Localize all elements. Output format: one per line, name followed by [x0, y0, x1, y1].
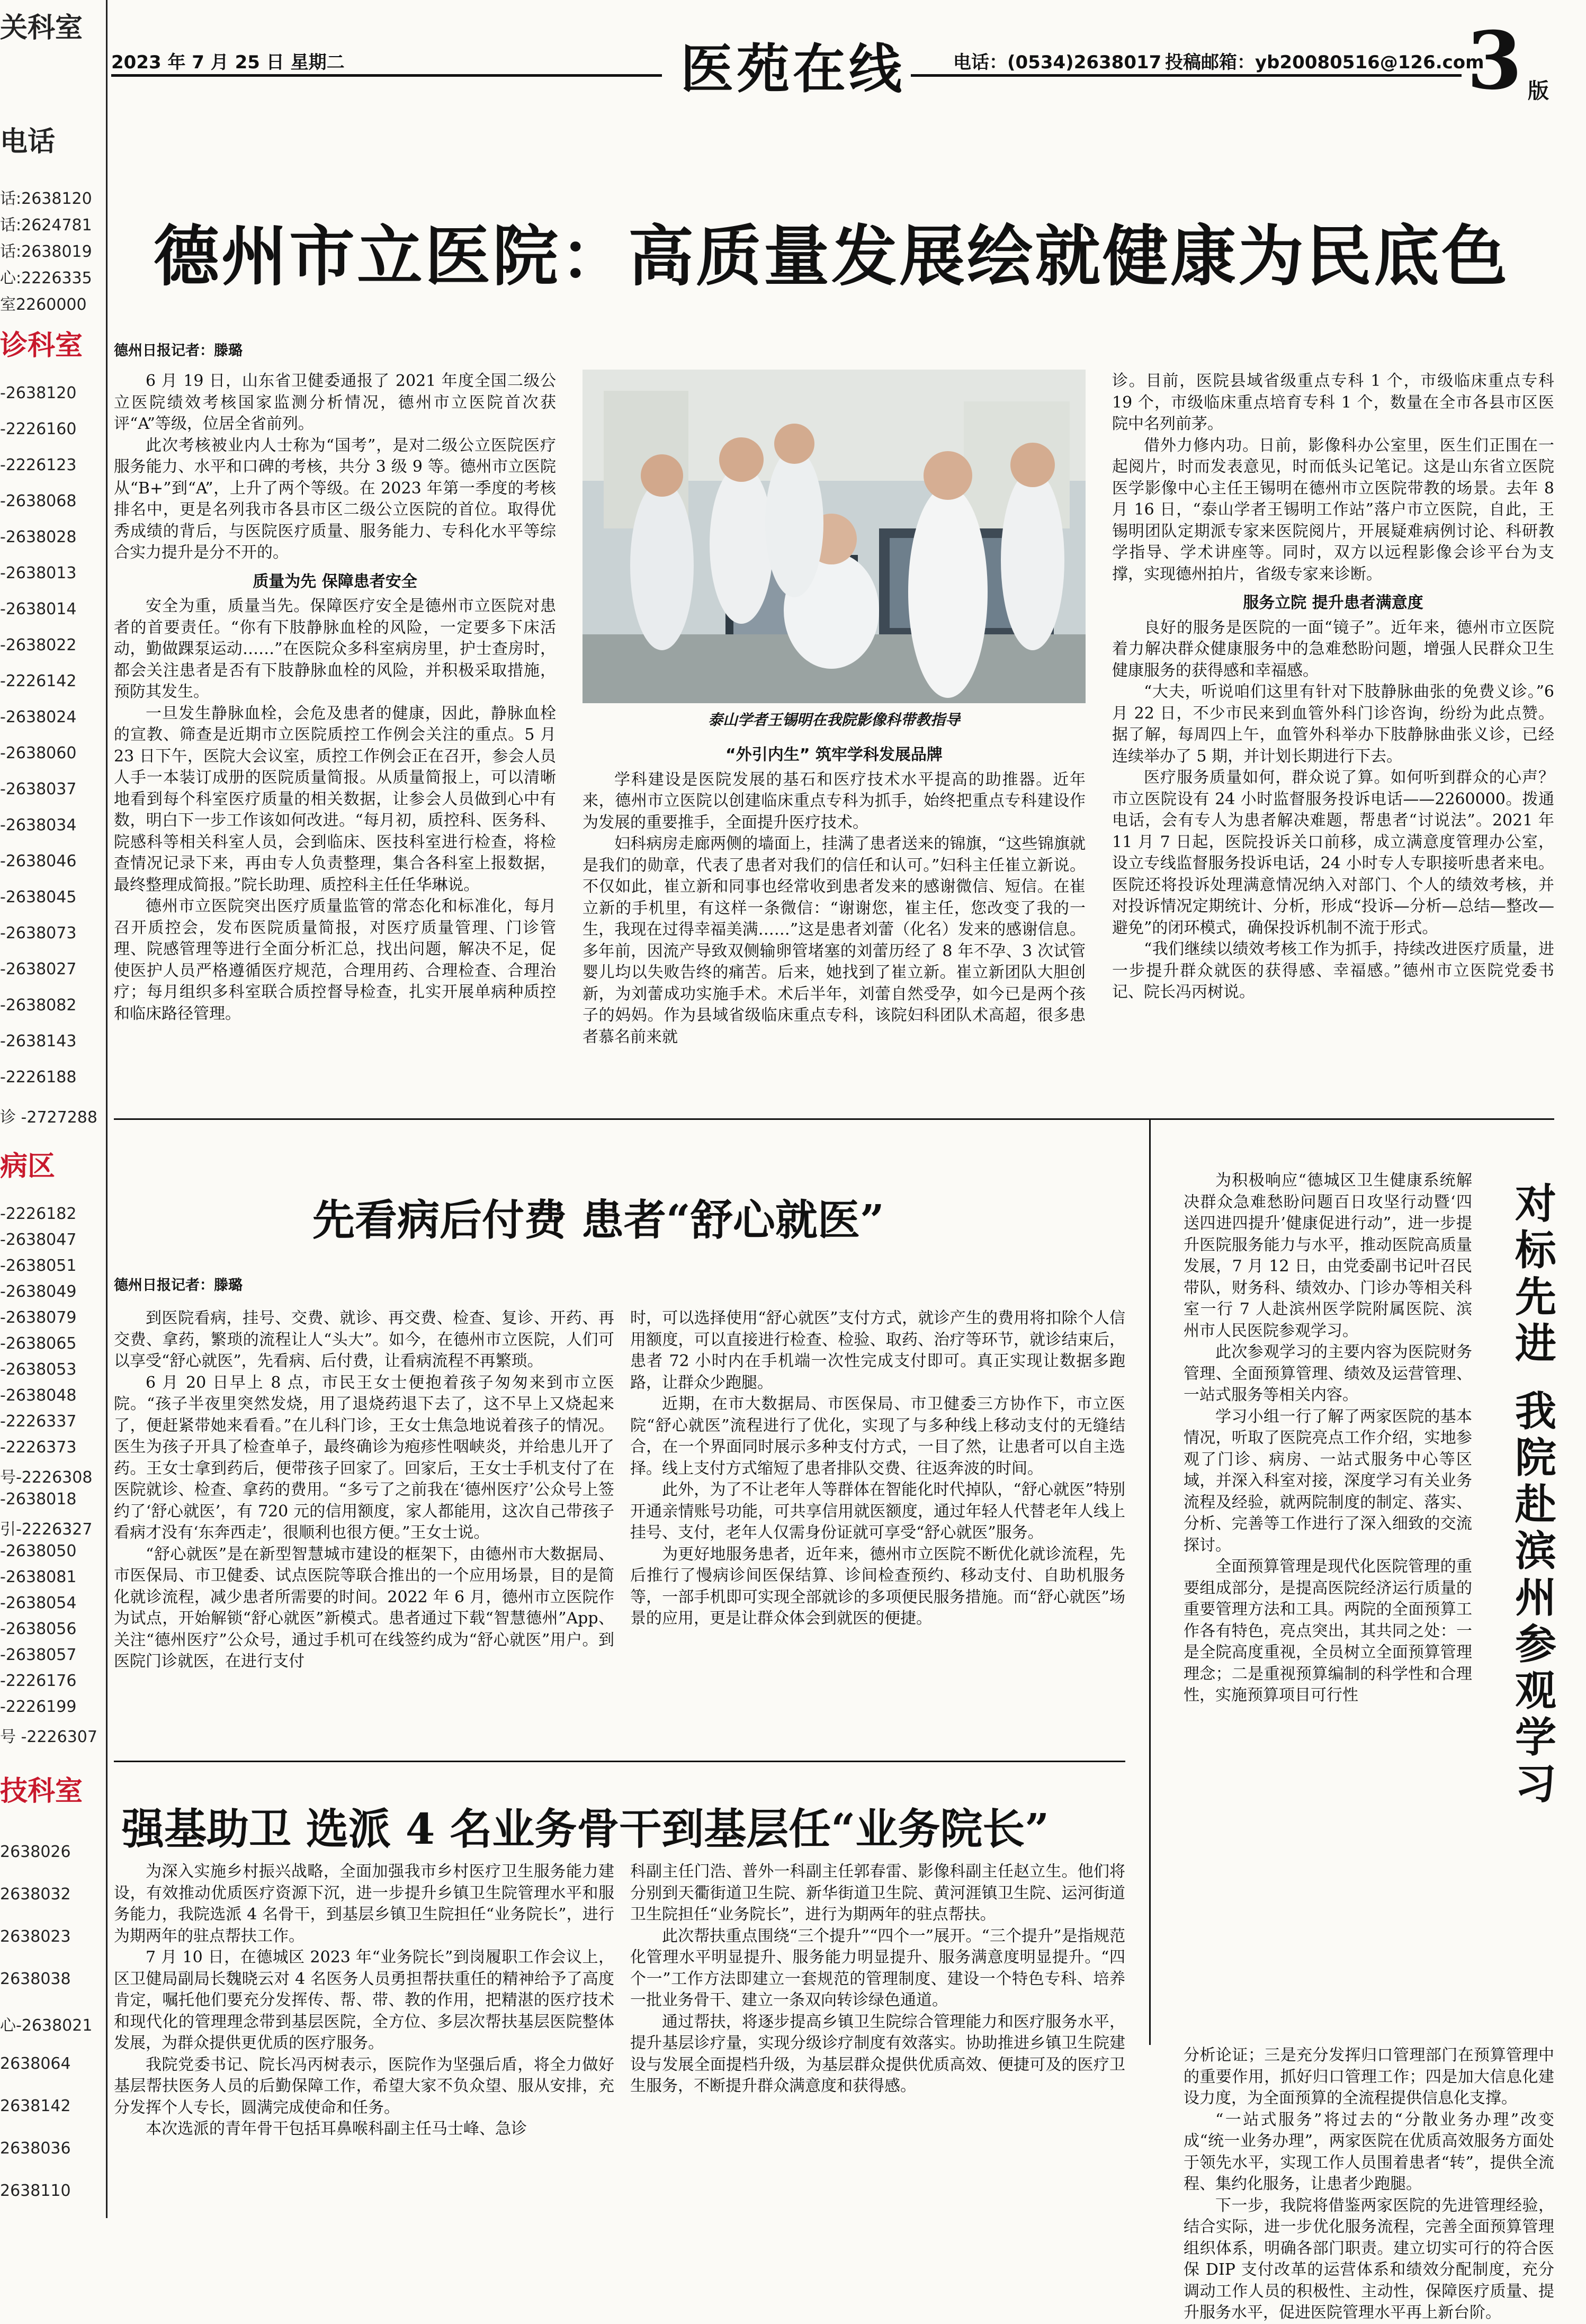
section-divider: [114, 1118, 1554, 1120]
directory-entry: -2226160: [0, 420, 77, 438]
paragraph: 近期，在市大数据局、市医保局、市卫健委三方协作下，市立医院“舒心就医”流程进行了优化，实现了与多种线上移动支付的无缝结合，在一个界面同时展示多种支付方式，一目了然，让患者可以自主选择。线上支付方式缩短了患者排队交费、往返奔波的时间。: [630, 1395, 1125, 1478]
directory-entry: -2226337: [0, 1412, 77, 1431]
paragraph: 妇科病房走廊两侧的墙面上，挂满了患者送来的锦旗，“这些锦旗就是我们的勋章，代表了患者对我们的信任和认可。”妇科主任崔立新说。不仅如此，崔立新和同事也经常收到患者发来的感谢微信、短信。在崔立新的手机里，有这样一条微信：“谢谢您，崔主任，您改变了我的一生，我现在过得幸福美满……”这是患者刘蕾（化名）发来的感谢信息。多年前，因流产导致双侧输卵管堵塞的刘蕾历经了 8 年不孕、3 次试管婴儿均以失败告终的痛苦。后来，她找到了崔立新。崔立新团队大胆创新，为刘蕾成功实施手术。术后半年，刘蕾自然受孕，如今已是两个孩子的妈妈。作为县域省级临床重点专科，该院妇科团队术高超，很多患者慕名前来就: [583, 835, 1086, 1046]
directory-entry: 引-2226327: [0, 1520, 93, 1539]
directory-entry: 2638064: [0, 2054, 71, 2073]
paragraph: 全面预算管理是现代化医院管理的重要组成部分，是提高医院经济运行质量的重要管理方法和工具。两院的全面预算工作各有特色，亮点突出，其共同之处：一是全院高度重视，全员树立全面预算管理理念；二是重视预算编制的科学性和合理性，实施预算项目可行性: [1184, 1557, 1472, 1704]
directory-entry: 话:2624781: [0, 216, 92, 235]
paragraph: 7 月 10 日，在德城区 2023 年“业务院长”到岗履职工作会议上，区卫健局副局长魏晓云对 4 名医务人员勇担帮扶重任的精神给予了高度肯定，嘱托他们要充分发挥传、帮、带、教的作用，把精湛的医疗技术和现代化的管理理念带到基层医院，全方位、多层次帮扶基层医院整体发展，为群众提供更优质的医疗服务。: [114, 1948, 614, 2052]
directory-entry: 心-2638021: [0, 2016, 93, 2035]
paragraph: 6 月 19 日，山东省卫健委通报了 2021 年度全国二级公立医院绩效考核国家监测分析情况，德州市立医院首次获评“A”等级，位居全省前列。: [114, 372, 556, 433]
directory-entry: -2638013: [0, 564, 77, 582]
directory-entry: -2638034: [0, 816, 77, 835]
directory-title-2: 电话: [0, 125, 56, 158]
news-photo: [583, 370, 1086, 703]
directory-entry: 号 -2226307: [0, 1728, 97, 1746]
directory-entry: -2638065: [0, 1334, 77, 1353]
directory-entry: -2638051: [0, 1257, 77, 1275]
paragraph: 本次选派的青年骨干包括耳鼻喉科副主任马士峰、急诊: [146, 2120, 527, 2138]
paragraph: 此外，为了不让老年人等群体在智能化时代掉队，“舒心就医”特别开通亲情账号功能，可共享信用就医额度，通过年轻人代替老年人线上挂号、支付，老年人仅需身份证就可享受“舒心就医”服务。: [630, 1480, 1125, 1542]
directory-entry: 2638036: [0, 2139, 71, 2158]
directory-entry: 诊 -2727288: [0, 1108, 97, 1127]
directory-entry: -2226188: [0, 1068, 77, 1087]
directory-entry: -2638014: [0, 600, 77, 618]
article-column: [1184, 2045, 1554, 2322]
vertical-headline-line1: [1509, 1181, 1562, 1367]
paragraph: “一站式服务”将过去的“分散业务办理”改变成“统一业务办理”，两家医院在优质高效服务方面处于领先水平，实现工作人员围着患者“转”，提供全流程、集约化服务，让患者少跑腿。: [1184, 2110, 1554, 2193]
directory-entry: -2638082: [0, 996, 77, 1015]
paragraph: 此次参观学习的主要内容为医院财务管理、全面预算管理、绩效及运营管理、一站式服务等相关内容。: [1184, 1343, 1472, 1404]
section-subheading: 质量为先 保障患者安全: [253, 572, 417, 591]
paragraph: 一旦发生静脉血栓，会危及患者的健康，因此，静脉血栓的宣教、筛查是近期市立医院质控工作例会关注的重点。5 月 23 日下午，医院大会议室，质控工作例会正在召开，参会人员人手一本装订成册的医院质量简报。从质量简报上，可以清晰地看到每个科室医疗质量的相关数据，让参会人员做到心中有数，明白下一步工作该如何改进。“每月初，质控科、医务科、院感科等相关科室人员，会到临床、医技科室进行检查，将检查情况记录下来，再由专人负责整理，集合各科室上报数据，最终整理成简报。”院长助理、质控科主任任华琳说。: [114, 704, 556, 894]
vertical-headline-line2: [1509, 1388, 1562, 1808]
paragraph: 医疗服务质量如何，群众说了算。如何听到群众的心声？市立医院设有 24 小时监督服务投诉电话——2260000。拨通电话，会有专人为患者解决难题，帮患者“讨说法”。2021 年 11 月 7 日起，医院投诉关口前移，成立满意度管理办公室，设立专线监督服务投诉电话，24 小时专人专职接听患者来电。医院还将投诉处理满意情况纳入对部门、个人的绩效考核，并对投诉情况定期统计、分析，形成“投诉—分析—总结—整改—避免”的闭环模式，确保投诉机制不流于形式。: [1112, 768, 1554, 937]
directory-entry: -2638027: [0, 960, 77, 979]
paragraph: 科副主任门浩、普外一科副主任郭春雷、影像科副主任赵立生。他们将分别到天衢街道卫生院、新华街道卫生院、黄河涯镇卫生院、运河街道卫生院担任“业务院长”，进行为期两年的驻点帮扶。: [630, 1862, 1125, 1924]
directory-entry: -2638120: [0, 384, 77, 402]
directory-entry: 话:2638019: [0, 243, 92, 261]
paragraph: 此次帮扶重点围绕“三个提升”“四个一”展开。“三个提升”是指规范化管理水平明显提升、服务能力明显提升、服务满意度明显提升。“四个一”工作方法即建立一套规范的管理制度、建设一个特色专科、培养一批业务骨干、建立一条双向转诊绿色通道。: [630, 1926, 1125, 2009]
directory-entry: -2226373: [0, 1438, 77, 1457]
vertical-headline-char: 滨: [1515, 1527, 1556, 1575]
directory-entry: -2226142: [0, 672, 77, 690]
directory-entry: -2638054: [0, 1594, 77, 1612]
directory-entry: 室2260000: [0, 295, 87, 314]
directory-entry: -2638047: [0, 1231, 77, 1249]
header-phone: 电话：(0534)2638017: [953, 52, 1162, 73]
paragraph: “舒心就医”是在新型智慧城市建设的框架下，由德州市大数据局、市医保局、市卫健委、试点医院等联合推出的一个应用场景，目的是简化就诊流程，减少患者所需要的时间。2022 年 6 月，德州市立医院作为试点，开始解锁“舒心就医”新模式。患者通过下载“智慧德州”App、关注“德州医疗”公众号，通过手机可在线签约成为“舒心就医”用户。到医院门诊就医，在进行支付: [114, 1545, 614, 1671]
headline: 先看病后付费 患者“舒心就医”: [312, 1195, 884, 1245]
directory-entry: -2638053: [0, 1360, 77, 1379]
directory-section-heading: 技科室: [0, 1775, 83, 1807]
article-column: [1112, 371, 1554, 1101]
paragraph: 学科建设是医院发展的基石和医疗技术水平提高的助推器。近年来，德州市立医院以创建临床重点专科为抓手，始终把重点专科建设作为发展的重要推手，全面提升医疗技术。: [583, 770, 1086, 832]
vertical-headline-char: 先: [1515, 1273, 1556, 1321]
vertical-headline-char: 我: [1515, 1387, 1556, 1435]
vertical-headline-char: 标: [1515, 1226, 1556, 1275]
directory-entry: -2226123: [0, 456, 77, 474]
article-column: [1184, 1170, 1472, 2041]
section-subheading: 服务立院 提升患者满意度: [1243, 594, 1423, 612]
header-rule-right: [911, 74, 1462, 77]
directory-entry: -2638073: [0, 924, 77, 943]
section-subheading: “外引内生” 筑牢学科发展品牌: [725, 746, 943, 764]
directory-entry: 2638023: [0, 1927, 71, 1946]
paragraph: 通过帮扶，将逐步提高乡镇卫生院综合管理能力和医疗服务水平，提升基层诊疗量，实现分级诊疗制度有效落实。协助推进乡镇卫生院建设与发展全面提档升级，为基层群众提供优质高效、便捷可及的医疗卫生服务，不断提升群众满意度和获得感。: [630, 2012, 1125, 2095]
directory-entry: -2638022: [0, 636, 77, 654]
masthead: 医苑在线: [680, 38, 905, 100]
directory-title-1: 关科室: [0, 12, 83, 44]
paragraph: 诊。目前，医院县域省级重点专科 1 个，市级临床重点专科 19 个，市级临床重点培育专科 1 个，数量在全市各县市区医院中名列前茅。: [1112, 372, 1554, 433]
paragraph: 为积极响应“德城区卫生健康系统解决群众急难愁盼问题百日攻坚行动暨‘四送四进四提升’健康促进行动”，进一步提升医院服务能力与水平，推动医院高质量发展，7 月 12 日，由党委副书记叶召民带队，财务科、绩效办、门诊办等相关科室一行 7 人赴滨州医学院附属医院、滨州市人民医院参观学习。: [1184, 1171, 1472, 1340]
directory-entry: -2638028: [0, 528, 77, 546]
vertical-headline-char: 州: [1515, 1574, 1556, 1622]
article-column: [583, 737, 1086, 1102]
article-column: [114, 1308, 614, 1747]
paragraph: 借外力修内功。日前，影像科办公室里，医生们正围在一起阅片，时而发表意见，时而低头记笔记。这是山东省立医院医学影像中心主任王锡明在德州市立医院带教的场景。去年 8 月 16 日，“泰山学者王锡明工作站”落户市立医院，自此，王锡明团队定期派专家来医院阅片，开展疑难病例讨论、科研教学指导、学术讲座等。同时，双方以远程影像会诊平台为支撑，实现德州拍片，省级专家来诊断。: [1112, 436, 1554, 584]
directory-entry: -2638060: [0, 744, 77, 762]
directory-entry: -2638143: [0, 1032, 77, 1051]
vertical-headline-char: 院: [1515, 1434, 1556, 1482]
paragraph: 我院党委书记、院长冯丙树表示，医院作为坚强后盾，将全力做好基层帮扶医务人员的后勤保障工作，希望大家不负众望、服从安排，充分发挥个人专长，圆满完成使命和任务。: [114, 2055, 614, 2117]
directory-entry: 2638038: [0, 1970, 71, 1988]
headline-main: 德州市立医院：高质量发展绘就健康为民底色: [154, 218, 1510, 295]
byline: 德州日报记者：滕璐: [114, 1277, 243, 1294]
directory-entry: 2638110: [0, 2182, 71, 2200]
directory-section-heading: 病区: [0, 1150, 56, 1182]
vertical-headline-char: 对: [1515, 1180, 1556, 1228]
article-column: [630, 1308, 1125, 1747]
directory-entry: -2638050: [0, 1542, 77, 1560]
article-column: [114, 371, 556, 1101]
directory-entry: -2638049: [0, 1282, 77, 1301]
section-divider: [114, 1761, 1125, 1762]
header-email: 投稿邮箱：yb20080516@126.com: [1165, 52, 1484, 73]
vertical-headline-char: 赴: [1515, 1480, 1556, 1529]
directory-entry: 2638032: [0, 1885, 71, 1904]
vertical-headline-char: 观: [1515, 1667, 1556, 1715]
photo-illustration: [583, 370, 1086, 703]
directory-entry: -2638079: [0, 1308, 77, 1327]
byline: 德州日报记者：滕璐: [114, 343, 243, 359]
paragraph: 下一步，我院将借鉴两家医院的先进管理经验，结合实际，进一步优化服务流程，完善全面预算管理组织体系，明确各部门职责。建立切实可行的符合医保 DIP 支付改革的运营体系和绩效分配制度，充分调动工作人员的积极性、主动性，保障医疗质量、提升服务水平，促进医院管理水平再上新台阶。: [1184, 2196, 1554, 2322]
photo-caption: 泰山学者王锡明在我院影像科带教指导: [707, 711, 960, 729]
header-rule-left: [111, 74, 662, 77]
paragraph: 到医院看病，挂号、交费、就诊、再交费、检查、复诊、开药、再交费、拿药，繁琐的流程让人“头大”。如今，在德州市立医院，人们可以享受“舒心就医”，先看病、后付费，让看病流程不再繁琐。: [114, 1309, 614, 1370]
directory-entry: -2638045: [0, 888, 77, 907]
vertical-headline-char: 习: [1515, 1760, 1556, 1808]
directory-entry: -2638081: [0, 1568, 77, 1586]
directory-entry: 2638026: [0, 1843, 71, 1861]
directory-entry: 号-2226308: [0, 1468, 93, 1487]
directory-entry: -2226182: [0, 1205, 77, 1223]
directory-entry: 心:2226335: [0, 269, 92, 288]
directory-entry: -2638024: [0, 708, 77, 726]
directory-entry: -2638056: [0, 1620, 77, 1638]
issue-date: 2023 年 7 月 25 日 星期二: [111, 52, 345, 73]
paragraph: “我们继续以绩效考核工作为抓手，持续改进医疗质量，进一步提升群众就医的获得感、幸福感。”德州市立医院党委书记、院长冯丙树说。: [1112, 940, 1554, 1001]
article-column: [114, 1861, 614, 2211]
directory-entry: -2226199: [0, 1698, 77, 1716]
directory-entry: -2638046: [0, 852, 77, 871]
vertical-headline-char: 参: [1515, 1620, 1556, 1668]
directory-entry: -2638057: [0, 1646, 77, 1664]
directory-entry: 话:2638120: [0, 190, 92, 208]
directory-entry: -2638018: [0, 1490, 77, 1509]
paragraph: 安全为重，质量当先。保障医疗安全是德州市立医院对患者的首要责任。“你有下肢静脉血栓的风险，一定要多下床活动，勤做踝泵运动……”在医院众多科室病房里，护士查房时，都会关注患者是否有下肢静脉血栓的风险，并积极采取措施，预防其发生。: [114, 597, 556, 701]
left-phone-directory: [0, 0, 107, 2218]
headline: 强基助卫 选派 4 名业务骨干到基层任“业务院长”: [122, 1804, 1050, 1854]
column-divider: [1149, 1118, 1151, 2045]
page-number: 3: [1467, 14, 1522, 107]
page-label: 版: [1528, 78, 1549, 103]
paragraph: 此次考核被业内人士称为“国考”，是对二级公立医院医疗服务能力、水平和口碑的考核，共分 3 级 9 等。德州市立医院从“B+”到“A”，上升了两个等级。在 2023 年第一季度的考核排名中，更是名列我市各县市区二级公立医院的首位。取得优秀成绩的背后，与医院医疗质量、服务能力、专科化水平等综合实力提升是分不开的。: [114, 436, 556, 562]
directory-entry: 2638142: [0, 2097, 71, 2115]
directory-entry: -2638037: [0, 780, 77, 798]
vertical-headline: [1509, 1181, 1562, 1808]
article-column: [630, 1861, 1125, 2211]
vertical-headline-char: 进: [1515, 1320, 1556, 1368]
paragraph: 为更好地服务患者，近年来，德州市立医院不断优化就诊流程，先后推行了慢病诊间医保结算、诊间检查预约、移动支付、自助机服务等，一部手机即可实现全部就诊的多项便民服务措施。而“舒心就医”场景的应用，更是让群众体会到就医的便捷。: [630, 1545, 1125, 1628]
paragraph: 时，可以选择使用“舒心就医”支付方式，就诊产生的费用将扣除个人信用额度，可以直接进行检查、检验、取药、治疗等环节，就诊结束后，患者 72 小时内在手机端一次性完成支付即可。真正实现让数据多跑路，让群众少跑腿。: [630, 1309, 1125, 1392]
paragraph: 德州市立医院突出医疗质量监管的常态化和标准化，每月召开质控会，发布医院质量简报，对医疗质量管理、门诊管理、院感管理等进行全面分析汇总，找出问题，解决不足，促使医护人员严格遵循医疗规范，合理用药、合理检查、合理治疗；每月组织多科室联合质控督导检查，扎实开展单病种质控和临床路径管理。: [114, 897, 556, 1023]
paragraph: 学习小组一行了解了两家医院的基本情况，听取了医院亮点工作介绍，实地参观了门诊、病房、一站式服务中心等区域，并深入科室对接，深度学习有关业务流程及经验，就两院制度的制定、落实、分析、完善等工作进行了深入细致的交流探讨。: [1184, 1407, 1472, 1555]
paragraph: 为深入实施乡村振兴战略，全面加强我市乡村医疗卫生服务能力建设，有效推动优质医疗资源下沉，进一步提升乡镇卫生院管理水平和服务能力，我院选派 4 名骨干，到基层乡镇卫生院担任“业务院长”，进行为期两年的驻点帮扶工作。: [114, 1862, 614, 1945]
paragraph: 分析论证；三是充分发挥归口管理部门在预算管理中的重要作用，抓好归口管理工作；四是加大信息化建设力度，为全面预算的全流程提供信息化支撑。: [1184, 2046, 1554, 2107]
paragraph: 6 月 20 日早上 8 点，市民王女士便抱着孩子匆匆来到市立医院。“孩子半夜里突然发烧，用了退烧药退下去了，这不早上又烧起来了，便赶紧带她来看看。”在儿科门诊，王女士焦急地说着孩子的情况。医生为孩子开具了检查单子，最终确诊为疱疹性咽峡炎，并给患儿开了药。王女士拿到药后，便带孩子回家了。回家后，王女士手机支付了在医院就诊、检查、拿药的费用。“多亏了之前我在‘德州医疗’公众号上签约了‘舒心就医’，有 720 元的信用额度，家人都能用，这次自己带孩子看病才没有‘东奔西走’，很顺利也很方便。”王女士说。: [114, 1373, 614, 1542]
vertical-headline-char: 学: [1515, 1713, 1556, 1762]
directory-entry: -2638048: [0, 1386, 77, 1405]
directory-entry: -2638068: [0, 492, 77, 510]
directory-section-heading: 诊科室: [0, 329, 83, 362]
directory-entry: -2226176: [0, 1672, 77, 1690]
paragraph: 良好的服务是医院的一面“镜子”。近年来，德州市立医院着力解决群众健康服务中的急难愁盼问题，增强人民群众卫生健康服务的获得感和幸福感。: [1112, 618, 1554, 680]
paragraph: “大夫，听说咱们这里有针对下肢静脉曲张的免费义诊。”6 月 22 日，不少市民来到血管外科门诊咨询，纷纷为此点赞。据了解，每周四上午，血管外科举办下肢静脉曲张义诊，已经连续举办了 5 期，并计划长期进行下去。: [1112, 683, 1554, 766]
